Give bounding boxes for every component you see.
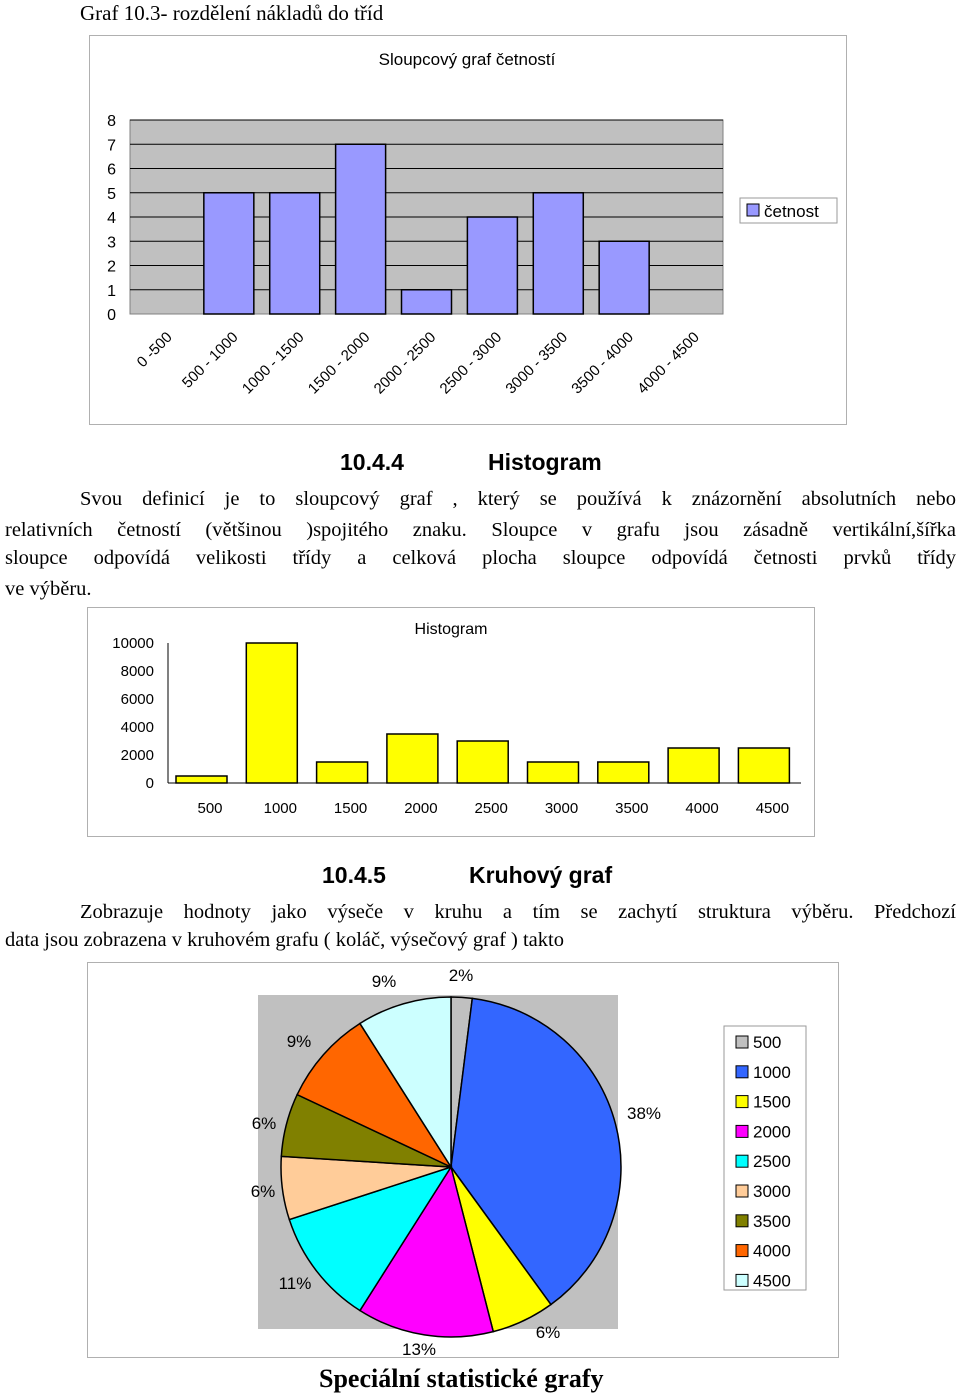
x-tick-label: 500 (197, 800, 223, 817)
pie-label: 13% (401, 1340, 437, 1357)
x-tick-label: 1500 - 2000 (304, 328, 374, 398)
y-tick-label: 1 (107, 282, 116, 300)
y-axis-ticks (112, 635, 154, 792)
y-tick-label: 5 (107, 185, 116, 203)
legend-swatch (736, 1274, 748, 1286)
pie-slices (278, 997, 621, 1337)
bar (668, 748, 719, 783)
legend-label: četnost (764, 202, 819, 221)
bars (176, 643, 789, 783)
legend-label: 2000 (753, 1122, 791, 1142)
y-tick-label: 10000 (112, 635, 154, 652)
legend-swatch (736, 1155, 748, 1167)
figure-caption: Graf 10.3- rozdělení nákladů do tříd (80, 1, 384, 25)
histogram-chart (88, 608, 814, 836)
paragraph-line: ve výběru. (5, 578, 92, 600)
paragraph-line: data jsou zobrazena v kruhovém grafu ( koláč, výsečový graf ) takto (5, 929, 564, 951)
x-tick-label: 1500 (333, 800, 368, 817)
bar (317, 762, 368, 783)
x-tick-label: 2500 (474, 800, 508, 817)
y-tick-label: 7 (107, 137, 116, 155)
x-tick-label: 1000 (263, 800, 297, 817)
pie-label: 38% (626, 1104, 662, 1123)
legend-label: 1000 (753, 1062, 791, 1082)
section-title: Histogram (488, 449, 602, 475)
x-tick-label: 4000 - 4500 (634, 328, 703, 398)
legend-label: 4500 (753, 1271, 791, 1291)
x-tick-label: 1000 - 1500 (238, 328, 308, 398)
legend-label: 500 (753, 1033, 782, 1052)
section-number: 10.4.4 (340, 449, 404, 475)
x-axis-ticks (134, 329, 703, 398)
pie-label: 2% (448, 966, 474, 985)
legend-label: 3500 (753, 1211, 791, 1231)
pie-chart-frame (87, 962, 839, 1358)
bar (467, 217, 517, 314)
y-tick-label: 8 (107, 113, 116, 130)
frequency-bar-chart (90, 36, 846, 424)
legend-swatch (736, 1036, 748, 1048)
legend-swatch (736, 1185, 748, 1197)
paragraph-line: relativních četností (většinou )spojitého znaku. Sloupce v grafu jsou zásadně vertikální,šířka (5, 519, 956, 541)
y-tick-label: 0 (145, 775, 154, 792)
legend-label: 2500 (753, 1152, 791, 1172)
section-number: 10.4.5 (322, 862, 386, 888)
y-tick-label: 8000 (120, 663, 154, 680)
chart-legend (724, 1026, 806, 1290)
y-axis-ticks (107, 113, 116, 324)
legend-label: 4000 (753, 1241, 791, 1261)
legend-swatch (736, 1125, 748, 1137)
pie-label: 11% (278, 1274, 312, 1293)
histogram-chart-frame (87, 607, 815, 837)
legend-swatch (736, 1096, 748, 1108)
y-tick-label: 4 (107, 210, 116, 227)
pie-label: 6% (251, 1114, 277, 1133)
chart-title: Sloupcový graf četností (378, 50, 556, 69)
y-tick-label: 2 (107, 258, 116, 276)
bar (457, 741, 508, 783)
x-tick-label: 3000 - 3500 (502, 328, 572, 398)
legend-swatch (747, 204, 759, 216)
x-tick-label: 3500 - 4000 (568, 328, 637, 398)
paragraph-line: Zobrazuje hodnoty jako výseče v kruhu a tím se zachytí struktura výběru. Předchozí (80, 901, 956, 923)
bar (204, 193, 254, 314)
bar (387, 734, 438, 783)
y-tick-label: 4000 (120, 719, 154, 736)
x-tick-label: 3000 (544, 800, 579, 817)
paragraph-line: Svou definicí je to sloupcový graf , který se používá k znázornění absolutních nebo (80, 488, 956, 510)
section-title: Kruhový graf (469, 862, 613, 888)
x-tick-label: 4000 (685, 800, 719, 817)
x-tick-label: 0 -500 (133, 328, 176, 371)
pie-label: 6% (250, 1182, 276, 1201)
paragraph-line: sloupce odpovídá velikosti třídy a celková plocha sloupce odpovídá četnosti prvků třídy (5, 547, 956, 569)
x-tick-label: 2500 - 3000 (436, 328, 506, 398)
bar (270, 193, 320, 314)
chart-title: Histogram (414, 621, 488, 638)
pie-chart (88, 963, 838, 1357)
bottom-heading: Speciální statistické grafy (319, 1364, 604, 1393)
y-tick-label: 0 (107, 307, 116, 324)
bar (533, 193, 583, 314)
bar (599, 241, 649, 314)
legend-label: 3000 (753, 1182, 791, 1201)
x-axis-ticks (197, 800, 789, 817)
legend-label: 1500 (753, 1092, 791, 1112)
frequency-bar-chart-frame (89, 35, 847, 425)
x-tick-label: 3500 (615, 800, 649, 817)
legend-swatch (736, 1215, 748, 1227)
bar (336, 144, 386, 314)
x-tick-label: 4500 (755, 800, 790, 817)
y-tick-label: 2000 (120, 747, 154, 764)
bar (528, 762, 579, 783)
x-tick-label: 2000 - 2500 (370, 328, 440, 398)
x-tick-label: 500 - 1000 (178, 328, 242, 392)
bar (176, 776, 227, 783)
legend-swatch (736, 1245, 748, 1257)
y-tick-label: 6000 (120, 691, 154, 708)
pie-label: 9% (371, 972, 397, 991)
bar (738, 748, 789, 783)
y-tick-label: 3 (107, 234, 116, 252)
pie-label: 6% (535, 1323, 561, 1342)
x-tick-label: 2000 (404, 800, 438, 817)
y-tick-label: 6 (107, 161, 116, 179)
bar (246, 643, 297, 783)
bar (598, 762, 649, 783)
legend-swatch (736, 1066, 748, 1078)
chart-legend (740, 198, 837, 223)
bar (402, 290, 452, 314)
pie-label: 9% (286, 1032, 312, 1051)
